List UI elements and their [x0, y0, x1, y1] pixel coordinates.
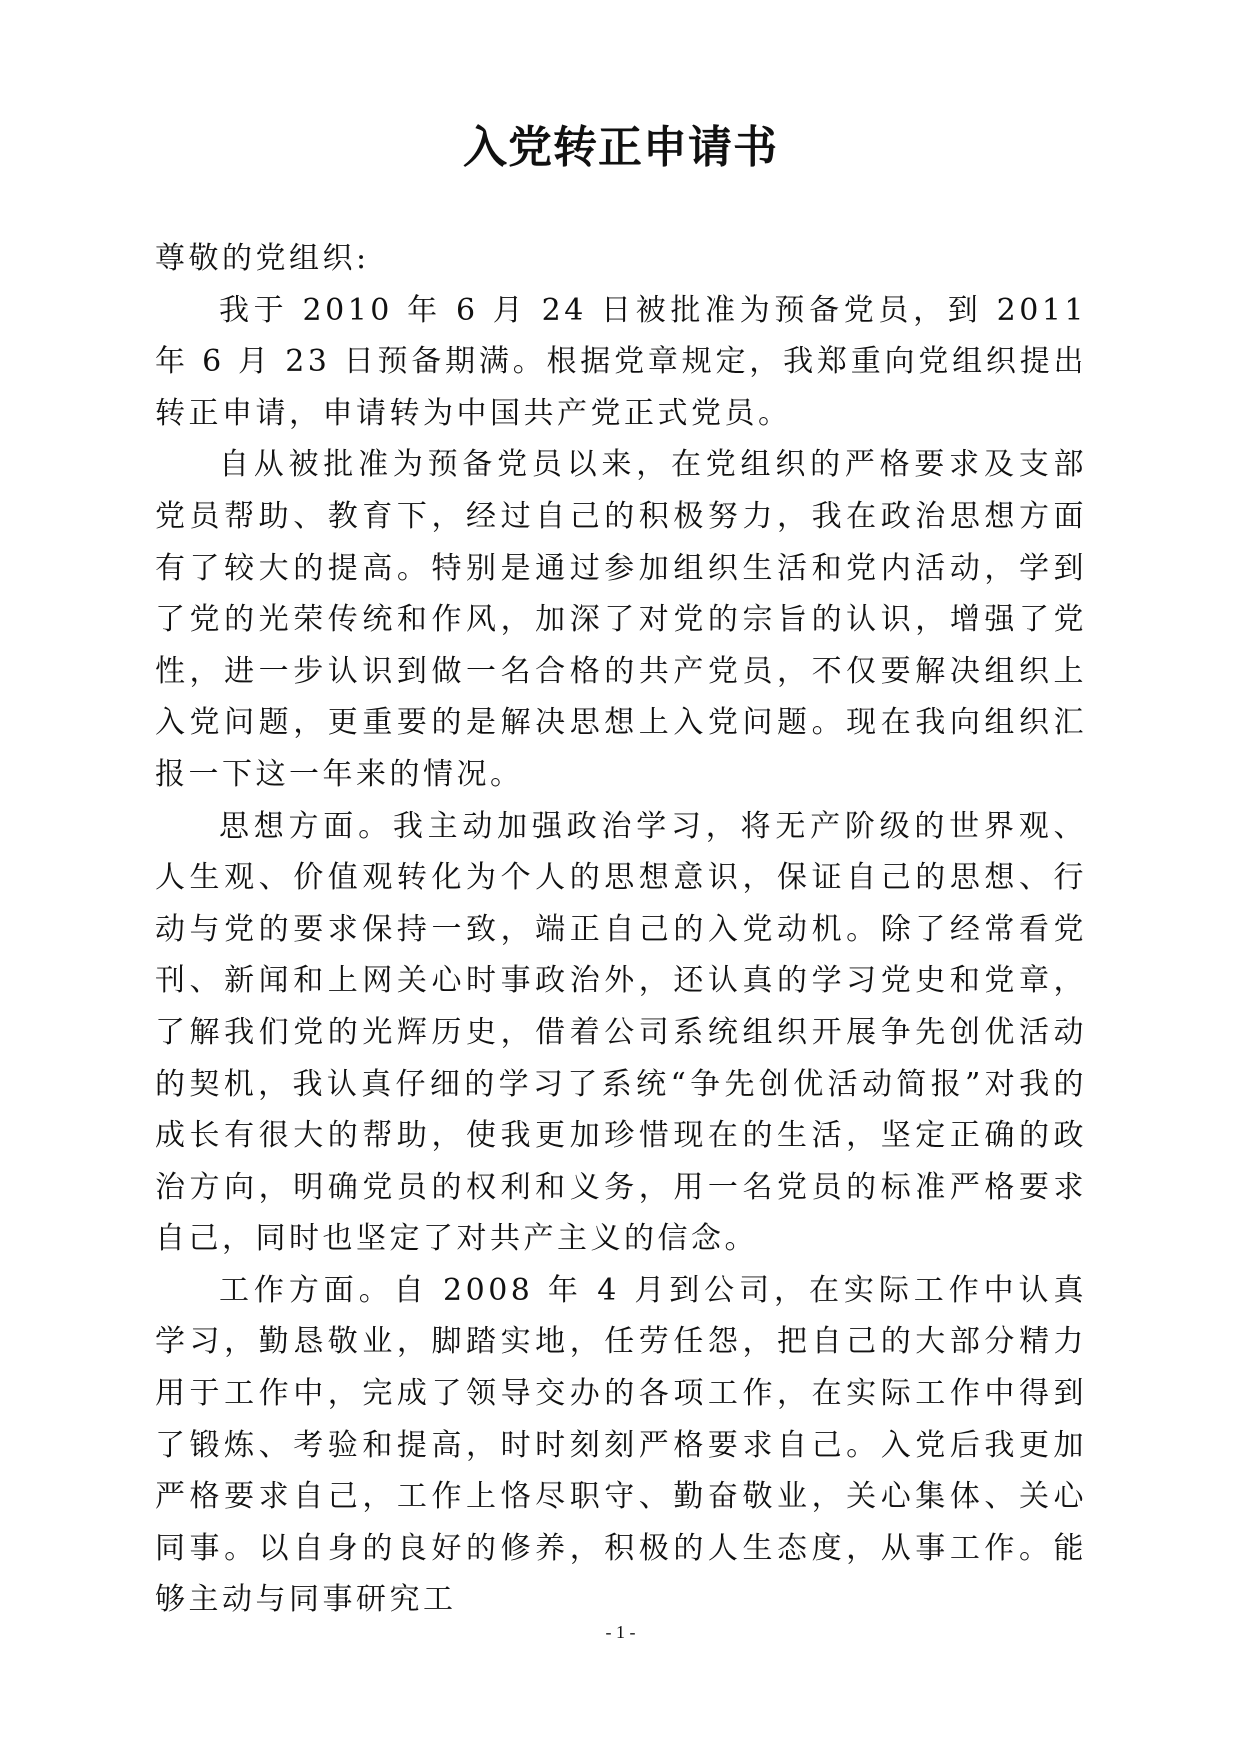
paragraph-introduction: 自从被批准为预备党员以来，在党组织的严格要求及支部党员帮助、教育下，经过自己的积极努力，我在政治思想方面有了较大的提高。特别是通过参加组织生活和党内活动，学到了党的光荣传统和作风，加深了对党的宗旨的认识，增强了党性，进一步认识到做一名合格的共产党员，不仅要解决组织上入党问题，更重要的是解决思想上入党问题。现在我向组织汇报一下这一年来的情况。 [155, 447, 1087, 792]
salutation: 尊敬的党组织: [155, 241, 370, 276]
document-body [155, 233, 1087, 1626]
paragraph-ideology: 思想方面。我主动加强政治学习，将无产阶级的世界观、人生观、价值观转化为个人的思想意识，保证自己的思想、行动与党的要求保持一致，端正自己的入党动机。除了经常看党刊、新闻和上网关心时事政治外，还认真的学习党史和党章，了解我们党的光辉历史，借着公司系统组织开展争先创优活动的契机，我认真仔细的学习了系统“争先创优活动简报”对我的成长有很大的帮助，使我更加珍惜现在的生活，坚定正确的政治方向，明确党员的权利和义务，用一名党员的标准严格要求自己，同时也坚定了对共产主义的信念。 [155, 808, 1087, 1257]
page-number: - 1 - [605, 1622, 636, 1642]
paragraph-work: 工作方面。自 2008 年 4 月到公司，在实际工作中认真学习，勤恳敬业，脚踏实地，任劳任怨，把自己的大部分精力用于工作中，完成了领导交办的各项工作，在实际工作中得到了锻炼、考验和提高，时时刻刻严格要求自己。入党后我更加严格要求自己，工作上恪尽职守、勤奋敬业，关心集体、关心同事。以自身的良好的修养，积极的人生态度，从事工作。能够主动与同事研究工 [155, 1272, 1087, 1618]
paragraph-probation-dates: 我于 2010 年 6 月 24 日被批准为预备党员，到 2011 年 6 月 23 日预备期满。根据党章规定，我郑重向党组织提出转正申请，申请转为中国共产党正式党员。 [155, 292, 1087, 431]
document-title: 入党转正申请书 [463, 122, 778, 173]
